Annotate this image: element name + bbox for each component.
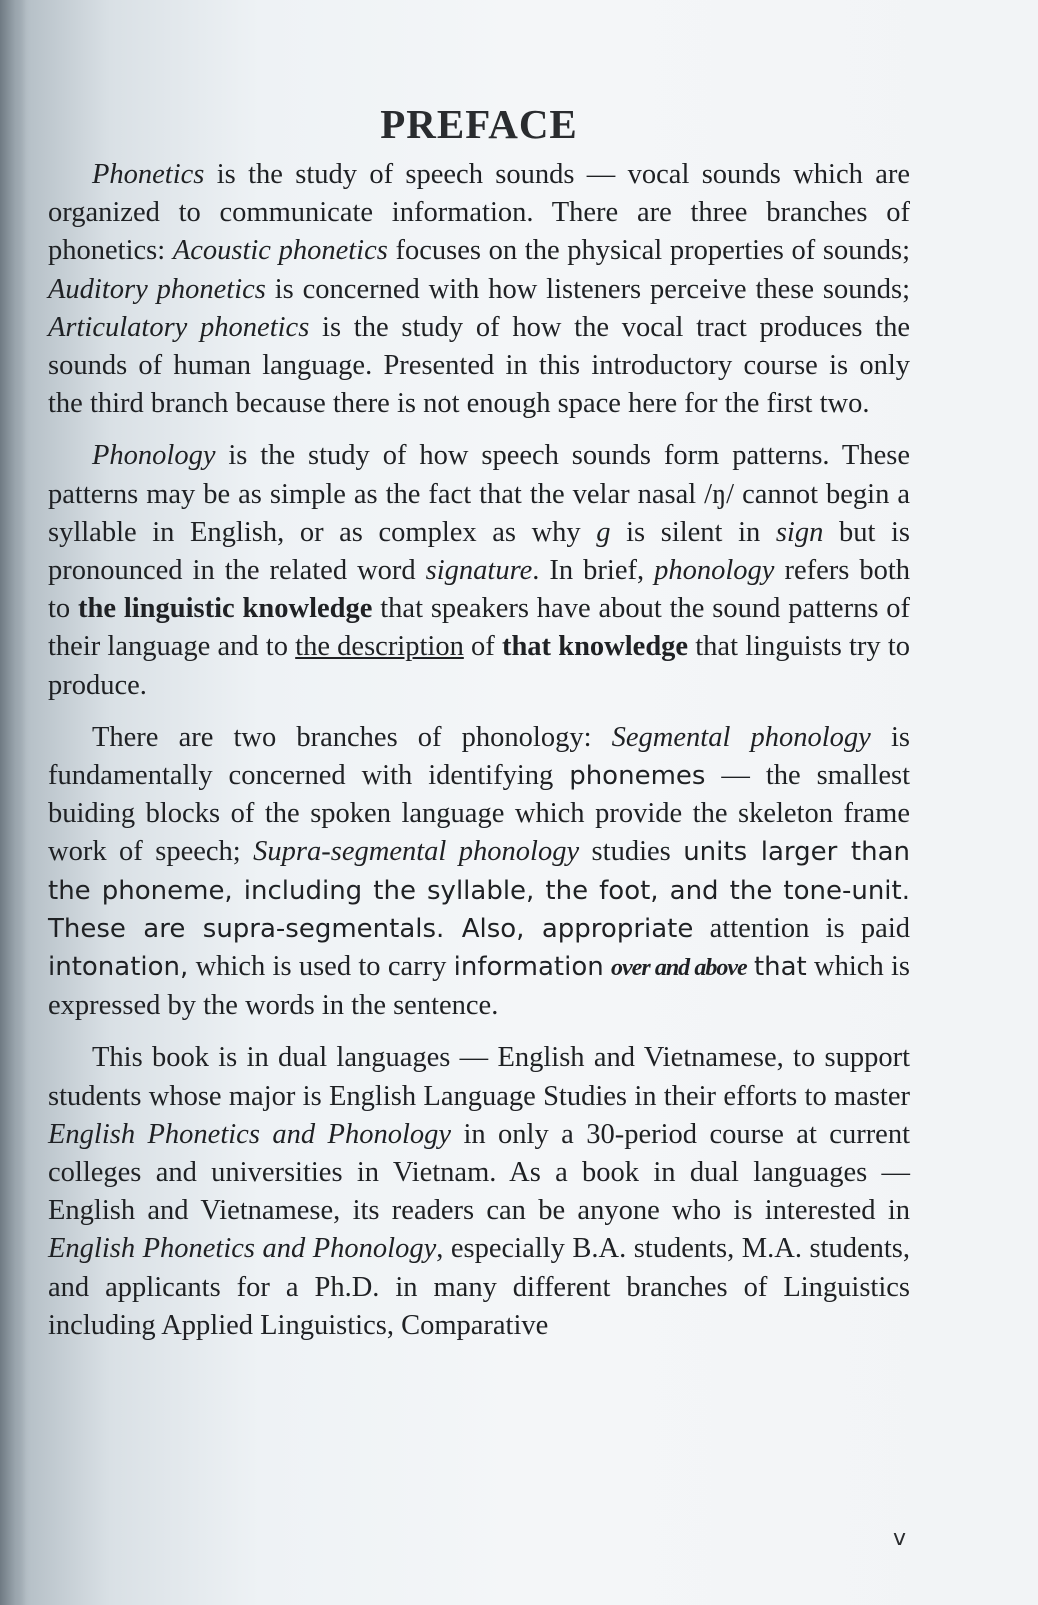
term-phonetics: Phonetics	[92, 159, 205, 190]
paragraph-dual-languages: This book is in dual languages — English and Vietnamese, to support students whose major is English Language Studies in their efforts to master English Phonetics and Phonology in only a 30-period course at current colleges and universities in Vietnam. As a book in dual languages — English and Vietnamese, its readers can be anyone who is interested in English Phonetics and Phonology, especially B.A. students, M.A. students, and applicants for a Ph.D. in many different branches of Linguistics including Applied Linguistics, Comparative	[48, 1042, 911, 1341]
page-number: v	[893, 1526, 907, 1551]
paragraph-phonetics: Phonetics is the study of speech sounds — vocal sounds which are organized to communicate information. There are three branches of phonetics: Acoustic phonetics focuses on the physical properties of sounds; Auditory phonetics is concerned with how listeners perceive these sounds; Articulatory phonetics is the study of how the vocal tract produces the sounds of human language. Presented in this introductory course is only the third branch because there is not enough space here for the first two.	[48, 159, 910, 420]
book-spine-shadow	[0, 0, 26, 1605]
page-content	[48, 100, 910, 1359]
paragraph-branches-of-phonology: There are two branches of phonology: Segmental phonology is fundamentally concerned with identifying phonemes — the smallest buiding blocks of the spoken language which provide the skeleton frame work of speech; Supra-segmental phonology studies units larger than the phoneme, including the syllable, the foot, and the tone-unit. These are supra-segmentals. Also, appropriate attention is paid intonation, which is used to carry information over and above that which is expressed by the words in the sentence.	[48, 721, 911, 1022]
page-title: PREFACE	[380, 101, 578, 147]
term-phonology: Phonology	[92, 440, 216, 472]
paragraph-phonology: Phonology is the study of how speech sounds form patterns. These patterns may be as simple as the fact that the velar nasal /ŋ/ cannot begin a syllable in English, or as complex as why g is silent in sign but is pronounced in the related word signature. In brief, phonology refers both to the linguistic knowledge that speakers have about the sound patterns of their language and to the description of that knowledge that linguists try to produce.	[48, 440, 911, 701]
